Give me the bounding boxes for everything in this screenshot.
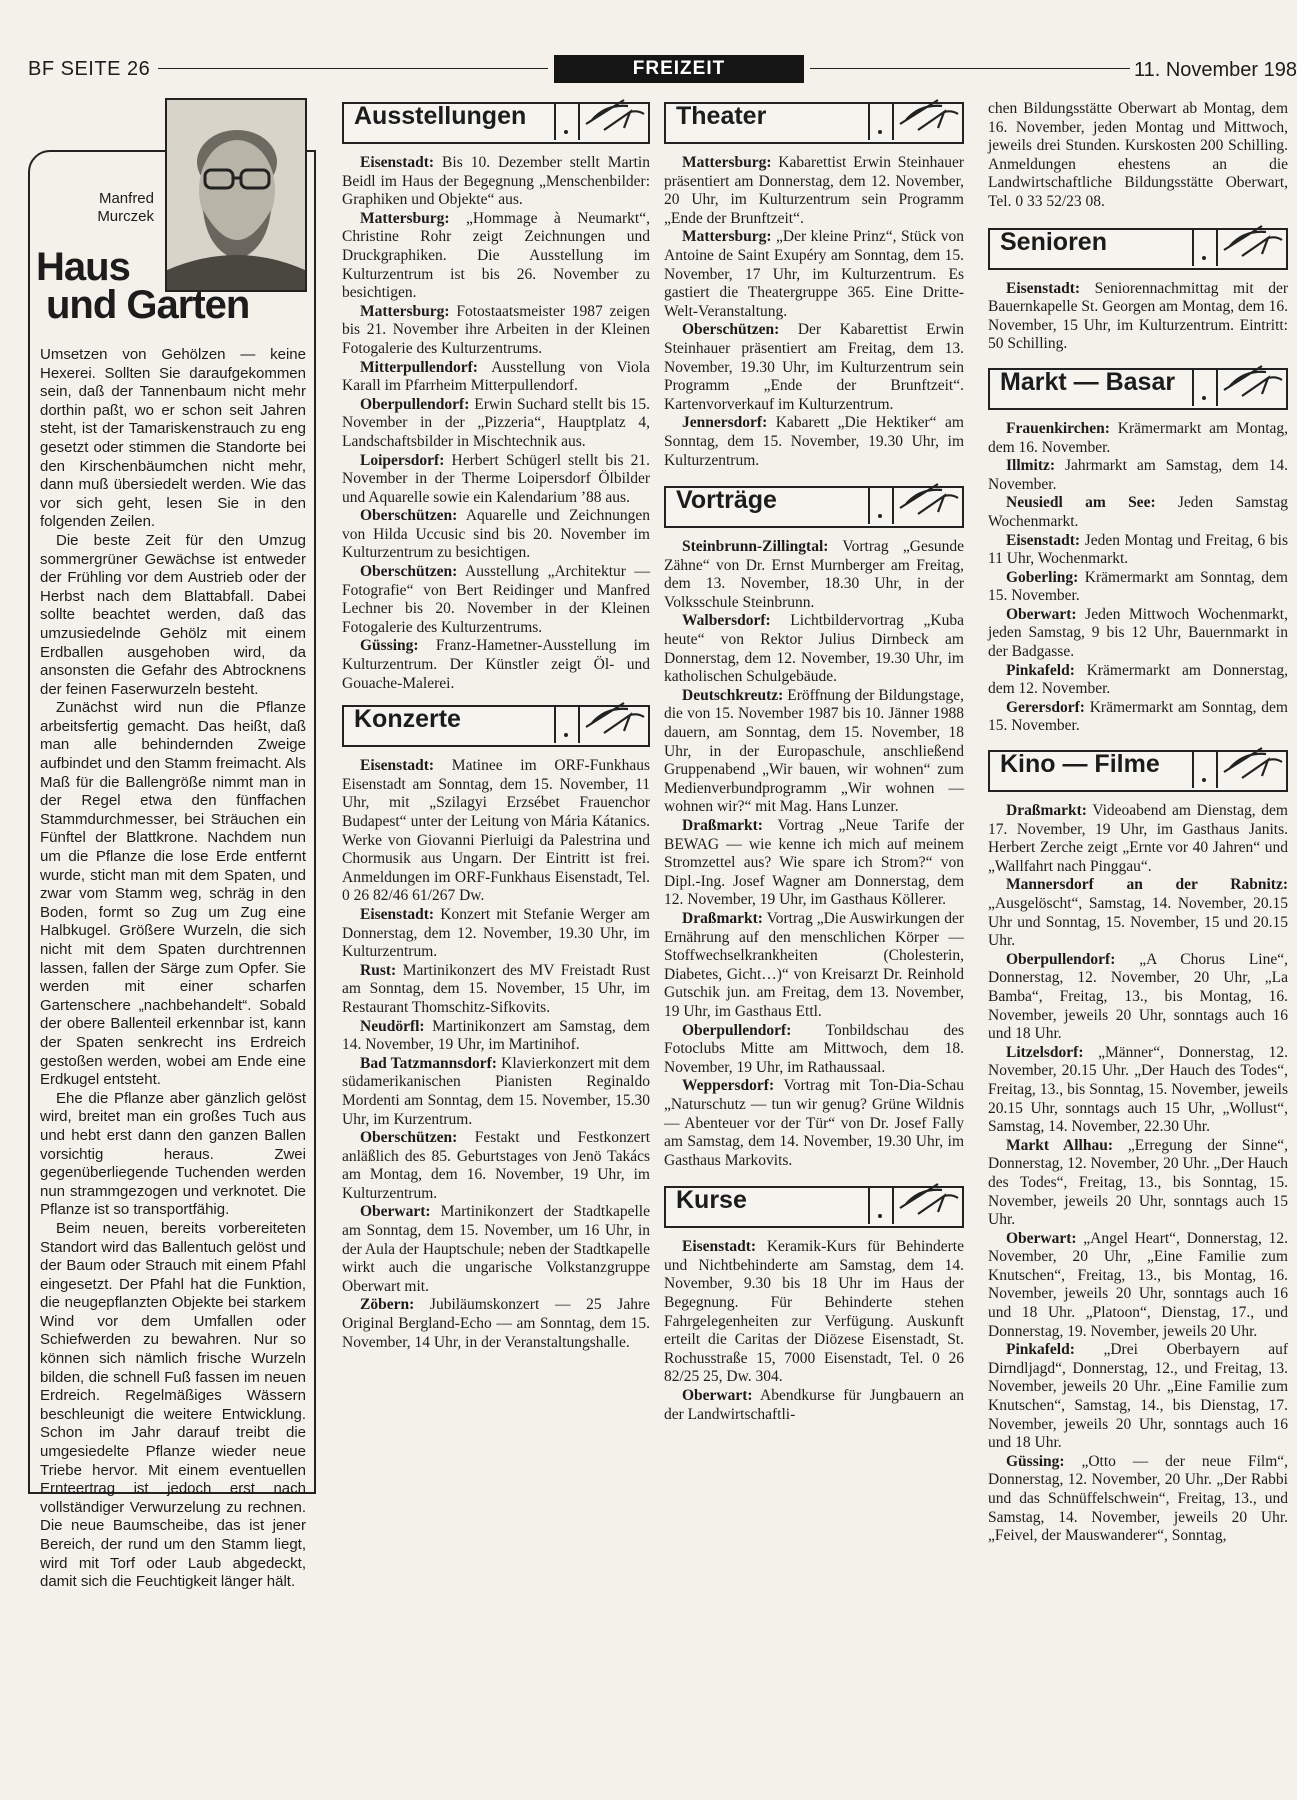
- entry-text: Kabarettist Erwin Steinhauer präsentiert am Donnerstag, dem 12. November, 20 Uhr, im Kulturzentrum sein Programm „Ende der Brunftzeit“.: [664, 154, 964, 227]
- listing-entry: [988, 1137, 1288, 1230]
- feature-title-line1: Haus: [36, 245, 130, 289]
- entry-place: Goberling:: [1006, 568, 1079, 586]
- section-header-konzerte: [342, 705, 650, 747]
- listing-entry: [664, 612, 964, 686]
- entry-place: Steinbrunn-Zillingtal:: [682, 538, 829, 556]
- entry-text: Konzert mit Stefanie Werger am Donnerstag, dem 12. November, 19.30 Uhr, im Kulturzentrum.: [342, 905, 650, 961]
- entry-text: Kabarett „Die Hektiker“ am Sonntag, dem 15. November, 19.30 Uhr, im Kulturzentrum.: [664, 414, 964, 469]
- listing-entry: [342, 507, 650, 563]
- entry-place: Oberpullendorf:: [682, 1021, 792, 1039]
- entry-place: Oberschützen:: [360, 563, 458, 581]
- entry-text: Eröffnung der Bildungstage, die von 15. November 1987 bis 10. Jänner 1988 dauern, am Sonntag, dem 15. November, 18 Uhr, in der Europaschule, anschließend Gruppenabend „Wir bauen, wir wohnen“ zum Medienverbundprogramm „Wir wohnen — wohnen wir?“ mit Mag. Hans Lunzer.: [664, 686, 964, 816]
- entry-text: Jahrmarkt am Samstag, dem 14. November.: [988, 457, 1288, 493]
- listing-entry: [988, 951, 1288, 1044]
- entry-place: Draßmarkt:: [682, 909, 763, 927]
- feature-paragraph: Die beste Zeit für den Umzug sommergrüner Gewächse ist entweder der Frühling vor dem Austrieb oder der Herbst nach dem Blattabfall. Dabei sollte beachtet werden, daß das umzusiedelnde Gehölz mit einem Erdballen ausgehoben wird, da ansonsten die Gefahr des Abtrocknens der feinen Faserwurzeln besteht.: [40, 531, 306, 698]
- entry-place: Eisenstadt:: [1006, 279, 1081, 297]
- entry-text: Keramik-Kurs für Behinderte und Nichtbehinderte am Samstag, dem 14. November, 9.30 bis 18 Uhr im Haus der Begegnung. Für Behinderte stehen Fahrgelegenheiten zur Verfügung. Auskunft erteilt die Caritas der Diözese Eisenstadt, St. Rochusstraße 15, 7000 Eisenstadt, Tel. 0 26 82/25 25, Dw. 304.: [664, 1238, 964, 1386]
- section-marker-box: [1192, 368, 1218, 406]
- entry-place: Jennersdorf:: [682, 414, 768, 432]
- entry-place: Oberwart:: [1006, 605, 1077, 623]
- entries-konzerte: [342, 757, 650, 1352]
- entry-text: Jubiläumskonzert — 25 Jahre Original Bergland-Echo — am Sonntag, dem 15. November, 14 Uhr, in der Veranstaltungshalle.: [342, 1296, 650, 1351]
- listing-entry: [988, 1230, 1288, 1342]
- entry-text: Videoabend am Dienstag, dem 17. November, 19 Uhr, im Gasthaus Janits. Herbert Zerche zeigt „Ernte vor 40 Jahren“ und „Wallfahrt nach Pinggau“.: [988, 802, 1288, 875]
- entries-markt: [988, 420, 1288, 736]
- feature-paragraph: Umsetzen von Gehölzen — keine Hexerei. Sollten Sie daraufgekommen sein, daß der Tannenbaum nicht mehr dorthin paßt, wo er schon seit Jahren steht, ist der Tamariskenstrauch zu eng gesetzt oder stimmen die Standorte bei den Kirschenbäumchen nicht mehr, dann muß übersiedelt werden. Wie das vor sich geht, lesen Sie in den folgenden Zeilen.: [40, 346, 306, 531]
- listing-entry: [988, 876, 1288, 950]
- pointing-hand-icon: [584, 94, 648, 140]
- section-marker-box: [868, 486, 894, 524]
- entry-text: Vortrag „Die Auswirkungen der Ernährung auf den menschlichen Körper — Stoffwechselkrankheiten (Cholesterin, Diabetes, Gicht…)“ von Kreisarzt Dr. Reinhold Gutschik jun. am Freitag, dem 13. November, 19 Uhr, im Gasthaus Ettl.: [664, 909, 964, 1020]
- listing-entry: [988, 1044, 1288, 1137]
- section-header-vortraege: [664, 486, 964, 528]
- entry-place: Oberpullendorf:: [360, 395, 470, 413]
- pointing-hand-icon: [898, 94, 962, 140]
- listing-entry: [988, 606, 1288, 662]
- listing-entry: [342, 396, 650, 452]
- entry-place: Güssing:: [360, 637, 419, 655]
- entry-text: Krämermarkt am Sonntag, dem 15. November.: [988, 698, 1288, 735]
- listing-entry: [988, 569, 1288, 606]
- entry-text: Jeden Mittwoch Wochenmarkt, jeden Samstag, 9 bis 12 Uhr, Bauernmarkt in der Badgasse.: [988, 605, 1288, 661]
- page-number: BF SEITE 26: [28, 58, 151, 80]
- entry-place: Neudörfl:: [360, 1017, 425, 1035]
- listing-entry: [664, 1387, 964, 1424]
- entry-place: Mattersburg:: [360, 209, 450, 227]
- entry-text: Franz-Hametner-Ausstellung im Kulturzentrum. Der Künstler zeigt Öl- und Gouache-Malerei.: [342, 637, 650, 692]
- listing-entry: [988, 662, 1288, 699]
- header-rule-left: [158, 68, 548, 69]
- section-banner: FREIZEIT: [554, 55, 804, 83]
- section-header-kurse: [664, 1186, 964, 1228]
- entry-text: Bis 10. Dezember stellt Martin Beidl im Haus der Begegnung „Menschenbilder: Graphiken und Objekte“ aus.: [342, 154, 650, 209]
- section-title: Ausstellungen: [354, 102, 527, 130]
- entry-place: Weppersdorf:: [682, 1077, 775, 1095]
- entries-theater: [664, 154, 964, 470]
- listing-entry: [664, 538, 964, 612]
- entry-place: Mattersburg:: [682, 228, 772, 246]
- feature-paragraph: Beim neuen, bereits vorbereiteten Standort wird das Ballentuch gelöst und der Baum oder Strauch mit einem Pfahl eingesetzt. Der Pfahl hat die Funktion, die neugepflanzten Objekte bei starkem Wind vor dem Umfallen oder Schiefwerden zu bewahren. Nur so können sich nämlich frische Wurzeln bilden, die schnell Fuß fassen im neuen Erdreich. Regelmäßiges Wässern beschleunigt die weitere Entwicklung. Schon im Jahr darauf treibt die umgesiedelte Pflanze wieder neue Triebe hervor. Mit einem eventuellen Ernteertrag ist jedoch erst nach vollständiger Verwurzelung zu rechnen. Die neue Baumscheibe, das ist jener Bereich, der rund um den Stamm liegt, wird mit Torf oder Laub abgedeckt, damit sich die Feuchtigkeit länger hält.: [40, 1219, 306, 1591]
- entry-text: Jeden Montag und Freitag, 6 bis 11 Uhr, Wochenmarkt.: [988, 531, 1288, 568]
- listing-entry: [342, 637, 650, 693]
- kurse-continuation: chen Bildungsstätte Oberwart ab Montag, dem 16. November, jeden Montag und Mittwoch, jeweils drei Stunden. Kurskosten 200 Schilling. Anmeldungen ehestens an die Landwirtschaftliche Bildungsstätte Oberwart, Tel. 0 33 52/23 08.: [988, 100, 1288, 210]
- listing-entry: [342, 359, 650, 396]
- pointing-hand-icon: [898, 1178, 962, 1224]
- entry-place: Oberschützen:: [682, 321, 780, 339]
- section-header-theater: [664, 102, 964, 144]
- section-title: Theater: [676, 102, 767, 130]
- column-theater-lectures-courses: [664, 96, 964, 1424]
- section-marker-box: [868, 102, 894, 140]
- entry-place: Draßmarkt:: [1006, 802, 1087, 820]
- author-last-name: Murczek: [97, 208, 154, 225]
- entry-place: Oberwart:: [1006, 1229, 1077, 1247]
- entry-place: Neusiedl am See:: [1006, 494, 1156, 512]
- listing-entry: [988, 280, 1288, 354]
- entry-text: Ausstellung von Viola Karall im Pfarrheim Mitterpullendorf.: [342, 358, 650, 395]
- entry-text: Lichtbildervortrag „Kuba heute“ von Rektor Julius Dirnbeck am Donnerstag, dem 12. November, 19.30 Uhr, im katholischen Schulgebäude.: [664, 612, 964, 686]
- entry-text: „Hommage à Neumarkt“, Christine Rohr zeigt Zeichnungen und Druckgraphiken. Die Ausstellung im Kulturzentrum ist bis 26. November zu besichtigen.: [342, 209, 650, 302]
- entry-text: „Drei Oberbayern auf Dirndljagd“, Donnerstag, 12., und Freitag, 13. November, jeweils 20 Uhr. „Eine Familie zum Knutschen“, Samstag, 14., bis Dienstag, 17. November, jeweils 20 Uhr, sonntags auch 16 und 18 Uhr.: [988, 1341, 1288, 1452]
- pointing-hand-icon: [1222, 220, 1286, 266]
- listing-entry: [988, 1341, 1288, 1453]
- entry-text: Seniorennachmittag mit der Bauernkapelle St. Georgen am Montag, dem 16. November, 15 Uhr, im Kulturzentrum. Eintritt: 50 Schilling.: [988, 279, 1288, 353]
- feature-article-body: [40, 346, 306, 1592]
- listing-entry: [664, 1077, 964, 1170]
- listing-entry: [342, 563, 650, 637]
- listing-entry: [988, 699, 1288, 736]
- entry-text: Krämermarkt am Sonntag, dem 15. November.: [988, 568, 1288, 605]
- entry-text: Martinikonzert am Samstag, dem 14. November, 19 Uhr, im Martinihof.: [342, 1017, 650, 1054]
- entry-text: Erwin Suchard stellt bis 15. November in der „Pizzeria“, Hauptplatz 4, Landschaftsbilder in Mischtechnik aus.: [342, 395, 650, 450]
- author-byline: [60, 190, 154, 226]
- section-title: Kurse: [676, 1186, 747, 1215]
- listing-entry: [342, 962, 650, 1018]
- entry-text: Klavierkonzert mit dem südamerikanischen Pianisten Reginaldo Mordenti am Sonntag, dem 15. November, 15.30 Uhr, im Kurzentrum.: [342, 1054, 650, 1128]
- entry-place: Oberwart:: [682, 1387, 753, 1405]
- listing-entry: [988, 494, 1288, 531]
- entry-place: Deutschkreutz:: [682, 686, 784, 704]
- entries-kino: [988, 802, 1288, 1546]
- entry-place: Eisenstadt:: [1006, 531, 1081, 549]
- pointing-hand-icon: [1222, 360, 1286, 406]
- entry-text: Krämermarkt am Montag, dem 16. November.: [988, 419, 1288, 456]
- entry-place: Pinkafeld:: [1006, 1341, 1075, 1359]
- entry-text: Martinikonzert des MV Freistadt Rust am Sonntag, dem 15. November, 15 Uhr, im Restaurant Thomschitz-Sifkovits.: [342, 961, 650, 1016]
- listing-entry: [342, 757, 650, 906]
- listing-entry: [664, 1238, 964, 1387]
- entry-place: Mitterpullendorf:: [360, 358, 478, 376]
- entry-place: Loipersdorf:: [360, 451, 445, 469]
- section-marker-box: [868, 1186, 894, 1224]
- section-marker-box: [1192, 228, 1218, 266]
- listing-entry: [664, 321, 964, 414]
- section-title: Konzerte: [354, 705, 461, 734]
- entry-text: „Ausgelöscht“, Samstag, 14. November, 20.15 Uhr und Sonntag, 15. November, 15 und 20.15 Uhr.: [988, 895, 1288, 950]
- entry-text: Tonbildschau des Fotoclubs Mitte am Mittwoch, dem 18. November, 19 Uhr, im Rathaussaal.: [664, 1021, 964, 1076]
- listing-entry: [664, 817, 964, 910]
- listing-entry: [664, 910, 964, 1022]
- listing-entry: [342, 210, 650, 303]
- section-marker-box: [1192, 750, 1218, 788]
- section-header-markt: [988, 368, 1288, 410]
- feature-paragraph: Zunächst wird nun die Pflanze arbeitsfertig gemacht. Das heißt, daß man alle behindernden Zweige aufbindet und den Stamm freimacht. Als Maß für die Ballengröße nimmt man in der Regel etwa den fünffachen Stammdurchmesser, bei Sträuchen ein Fünftel der Blattkrone. Nachdem nun um die Pflanze die lose Erde entfernt wurde, sticht man mit dem Spaten, und zwar vom Stamm weg, schräg in den Boden, formt so Zug um Zug eine Halbkugel. Größere Wurzeln, die sich nicht mit dem Spaten durchtrennen lassen, fallen der Särge zum Opfer. Sie werden mit einer scharfen Gartenschere „nachbehandelt“. Sobald der obere Ballenteil erkennbar ist, kann der Spaten senkrecht ins Erdreich gestoßen werden, wobei am Ende eine Erdkugel entsteht.: [40, 699, 306, 1089]
- section-title: Kino — Filme: [1000, 750, 1160, 779]
- entry-place: Eisenstadt:: [360, 905, 435, 923]
- entries-kurse: [664, 1238, 964, 1424]
- author-first-name: Manfred: [98, 190, 154, 207]
- entries-senioren: [988, 280, 1288, 354]
- entry-text: Matinee im ORF-Funkhaus Eisenstadt am Sonntag, dem 15. November, 11 Uhr, mit „Szilagyi Erzsébet Frauenchor Budapest“ unter der Leitung von Mária Kátanics. Werke von Giovanni Pierluigi da Palestrina und Chormusik aus Ungarn. Der Eintritt ist frei. Anmeldungen im ORF-Funkhaus Eisenstadt, Tel. 0 26 82/46 61/267 Dw.: [342, 757, 650, 905]
- feature-title-line2: und Garten: [46, 283, 250, 327]
- entry-place: Draßmarkt:: [682, 817, 763, 834]
- entry-text: „A Chorus Line“, Donnerstag, 12. November, 20 Uhr, „La Bamba“, Freitag, 13., bis Montag, 16. November, jeweils 20 Uhr, sonntags auch 16 und 18 Uhr.: [988, 950, 1288, 1043]
- pointing-hand-icon: [1222, 742, 1286, 788]
- listing-entry: [664, 228, 964, 321]
- listing-entry: [342, 1129, 650, 1203]
- entry-place: Pinkafeld:: [1006, 661, 1075, 679]
- entry-text: Herbert Schügerl stellt bis 21. November in der Therme Loipersdorf Ölbilder und Aquarelle sowie ein Kalendarium ’88 aus.: [342, 451, 650, 506]
- listing-entry: [988, 532, 1288, 569]
- entry-text: „Erregung der Sinne“, Donnerstag, 12. November, 20 Uhr. „Der Hauch des Todes“, Freitag, 13., bis Sonntag, 15. November, jeweils 20 Uhr, sonntags auch 15 Uhr.: [988, 1136, 1288, 1229]
- entry-text: Abendkurse für Jungbauern an der Landwirtschaftli-: [664, 1387, 964, 1423]
- entry-place: Mattersburg:: [360, 302, 450, 320]
- listing-entry: [988, 802, 1288, 876]
- entry-text: „Angel Heart“, Donnerstag, 12. November, 20 Uhr, „Eine Familie zum Knutschen“, Freitag, 13., bis Montag, 16. November, jeweils 20 Uhr, sonntags auch 16 und 18 Uhr. „Platoon“, Dienstag, 17., und Donnerstag, 19. November, jeweils 20 Uhr.: [988, 1229, 1288, 1340]
- entry-text: „Otto — der neue Film“, Donnerstag, 12. November, 20 Uhr. „Der Rabbi und das Schnüffelschwein“, Freitag, 13., und Samstag, 14. November, jeweils 20 Uhr. „Feivel, der Mauswanderer“, Sonntag,: [988, 1452, 1288, 1545]
- entry-place: Litzelsdorf:: [1006, 1043, 1084, 1061]
- entry-place: Oberschützen:: [360, 1129, 458, 1147]
- section-header-ausstellungen: [342, 102, 650, 144]
- entry-place: Eisenstadt:: [360, 154, 435, 171]
- section-title: Markt — Basar: [1000, 367, 1176, 396]
- entries-vortraege: [664, 538, 964, 1170]
- entry-place: Walbersdorf:: [682, 612, 771, 630]
- entry-place: Mattersburg:: [682, 154, 772, 171]
- pointing-hand-icon: [584, 697, 648, 743]
- entry-text: Krämermarkt am Donnerstag, dem 12. November.: [988, 661, 1288, 698]
- section-marker-box: [554, 102, 580, 140]
- section-marker-box: [554, 705, 580, 743]
- listing-entry: [342, 1296, 650, 1352]
- entry-text: „Männer“, Donnerstag, 12. November, 20.15 Uhr. „Der Hauch des Todes“, Freitag, 13., bis Sonntag, 15. November, jeweils 20.15 Uhr, sonntags auch 15 Uhr, „Wollust“, Samstag, 14. November, 22.30 Uhr.: [988, 1043, 1288, 1136]
- entry-text: Vortrag „Gesunde Zähne“ von Dr. Ernst Murnberger am Freitag, dem 13. November, 18.30 Uhr, in der Volksschule Steinbrunn.: [664, 538, 964, 611]
- entry-text: Jeden Samstag Wochenmarkt.: [988, 494, 1288, 530]
- entry-place: Zöbern:: [360, 1296, 415, 1314]
- listing-entry: [342, 906, 650, 962]
- listing-entry: [342, 154, 650, 210]
- entry-place: Rust:: [360, 961, 397, 979]
- listing-entry: [342, 303, 650, 359]
- entry-text: Der Kabarettist Erwin Steinhauer präsentiert am Freitag, dem 13. November, 19.30 Uhr, im Kulturzentrum sein Programm „Ende der Brunftzeit“. Kartenvorverkauf im Kulturzentrum.: [664, 321, 964, 413]
- entry-text: Aquarelle und Zeichnungen von Hilda Uccusic sind bis 20. November im Kulturzentrum zu besichtigen.: [342, 507, 650, 562]
- issue-date: 11. November 198: [1133, 59, 1297, 81]
- header-rule-right: [810, 68, 1130, 69]
- entry-place: Güssing:: [1006, 1452, 1065, 1470]
- column-seniors-market-cinema: [988, 100, 1288, 1546]
- feature-paragraph: Ehe die Pflanze aber gänzlich gelöst wird, breitet man ein großes Tuch aus und hebt erst dann den ganzen Ballen vorsichtig heraus. Zwei gegenüberliegende Tuchenden werden nun strammgezogen und verknotet. Die Pflanze ist so transportfähig.: [40, 1089, 306, 1219]
- entry-text: Vortrag „Neue Tarife der BEWAG — wie kenne ich mich auf meinem Stromzettel aus? Wie spare ich Strom?“ von Dipl.-Ing. Josef Wagner am Donnerstag, dem 12. November, 19 Uhr, im Gasthaus Köllerer.: [664, 817, 964, 909]
- entry-text: „Der kleine Prinz“, Stück von Antoine de Saint Exupéry am Sonntag, dem 15. November, 17 Uhr, im Kulturzentrum. Es gastiert die Theatergruppe 365. Eine Dritte-Welt-Veranstaltung.: [664, 228, 964, 320]
- entries-ausstellungen: [342, 154, 650, 693]
- listing-entry: [664, 1022, 964, 1078]
- entry-place: Frauenkirchen:: [1006, 419, 1110, 437]
- listing-entry: [664, 414, 964, 470]
- listing-entry: [664, 154, 964, 228]
- listing-entry: [342, 1203, 650, 1296]
- entry-place: Oberwart:: [360, 1203, 431, 1221]
- entry-text: Vortrag mit Ton-Dia-Schau „Naturschutz — tun wir genug? Grüne Wildnis — Abenteuer vor der Tür“ von Dr. Josef Fally am Samstag, dem 14. November, 19.30 Uhr, im Gasthaus Markovits.: [664, 1077, 964, 1169]
- listing-entry: [342, 1018, 650, 1055]
- entry-place: Gerersdorf:: [1006, 698, 1085, 716]
- entry-place: Mannersdorf an der Rabnitz:: [1006, 876, 1288, 894]
- entry-place: Markt Allhau:: [1006, 1136, 1114, 1154]
- feature-title: [36, 245, 250, 327]
- entry-place: Oberschützen:: [360, 507, 458, 525]
- entry-place: Illmitz:: [1006, 457, 1056, 475]
- entry-text: Ausstellung „Architektur — Fotografie“ von Bert Reidinger und Manfred Lechner bis 20. November in der Kleinen Fotogalerie des Kulturzentrums.: [342, 563, 650, 636]
- section-title: Senioren: [1000, 227, 1107, 256]
- listing-entry: [342, 452, 650, 508]
- entry-place: Eisenstadt:: [360, 757, 435, 775]
- column-exhibitions-concerts: [342, 96, 650, 1352]
- pointing-hand-icon: [898, 478, 962, 524]
- listing-entry: [988, 420, 1288, 457]
- section-header-kino: [988, 750, 1288, 792]
- entry-text: Festakt und Festkonzert anläßlich des 85. Geburtstages von Jenö Takács am Montag, dem 16. November, 19 Uhr, im Kulturzentrum.: [342, 1129, 650, 1202]
- listing-entry: [988, 1453, 1288, 1546]
- entry-place: Oberpullendorf:: [1006, 950, 1116, 968]
- section-header-senioren: [988, 228, 1288, 270]
- entry-place: Eisenstadt:: [682, 1238, 757, 1256]
- entry-place: Bad Tatzmannsdorf:: [360, 1054, 497, 1072]
- listing-entry: [342, 1055, 650, 1129]
- listing-entry: [988, 457, 1288, 494]
- entry-text: Fotostaatsmeister 1987 zeigen bis 21. November ihre Arbeiten in der Kleinen Fotogalerie des Kulturzentrums.: [342, 302, 650, 357]
- listing-entry: [664, 687, 964, 817]
- section-title: Vorträge: [676, 486, 777, 515]
- entry-text: Martinikonzert der Stadtkapelle am Sonntag, dem 15. November, um 16 Uhr, in der Aula der Hauptschule; neben der Stadtkapelle wirkt auch die ungarische Volkstanzgruppe Oberwart mit.: [342, 1203, 650, 1295]
- page-header: [28, 52, 1297, 82]
